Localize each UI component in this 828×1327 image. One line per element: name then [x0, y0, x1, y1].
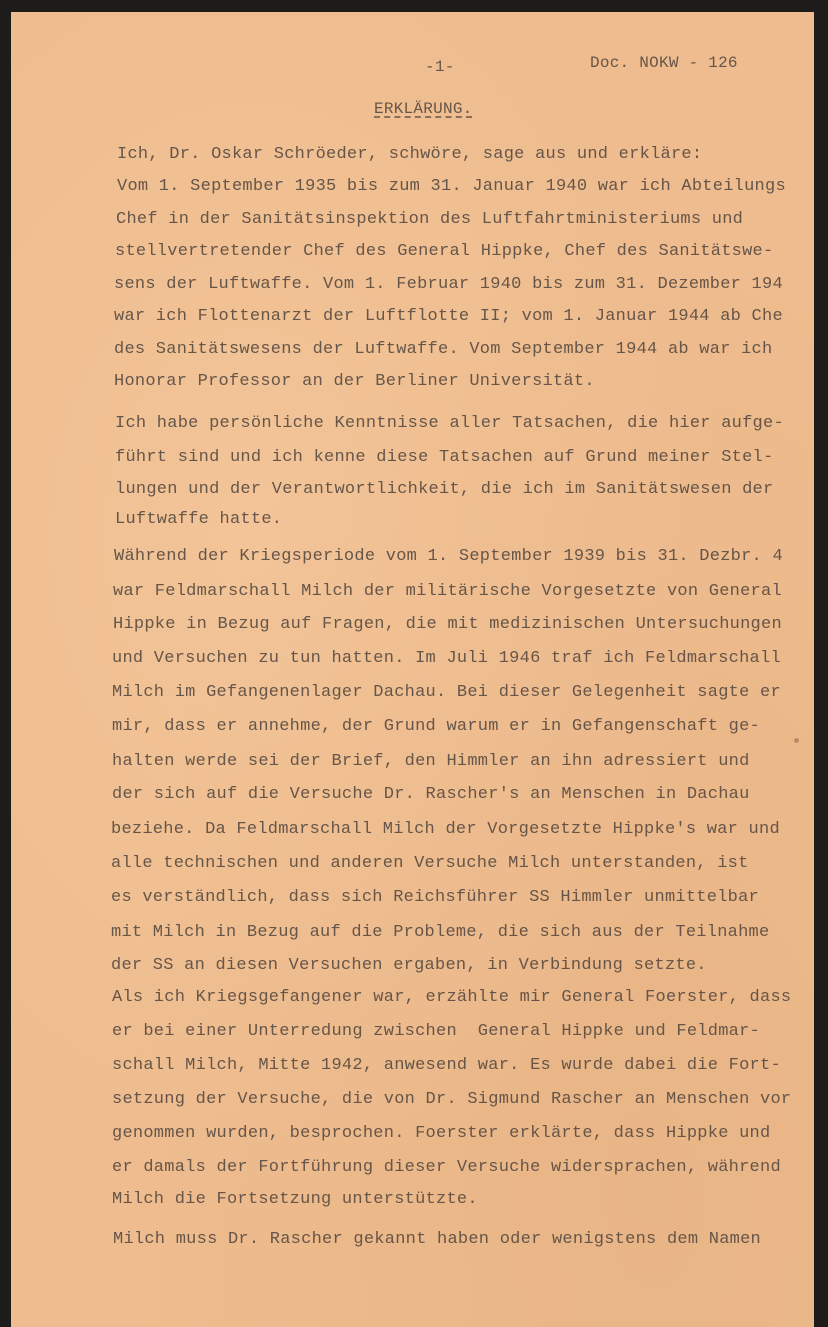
text-line: des Sanitätswesens der Luftwaffe. Vom September 1944 ab war ich — [114, 340, 773, 359]
text-line: Milch muss Dr. Rascher gekannt haben oder wenigstens dem Namen — [113, 1230, 762, 1249]
page-number: -1- — [425, 58, 455, 76]
paper-spot — [794, 738, 799, 743]
text-line: Als ich Kriegsgefangener war, erzählte mir General Foerster, dass — [112, 988, 792, 1007]
text-line: war Feldmarschall Milch der militärische Vorgesetzte von General — [113, 582, 782, 601]
text-line: mit Milch in Bezug auf die Probleme, die sich aus der Teilnahme — [111, 923, 770, 942]
text-line: Vom 1. September 1935 bis zum 31. Januar 1940 war ich Abteilungs — [117, 177, 786, 196]
text-line: es verständlich, dass sich Reichsführer SS Himmler unmittelbar — [111, 888, 760, 907]
text-line: Milch die Fortsetzung unterstützte. — [112, 1190, 478, 1209]
text-line: halten werde sei der Brief, den Himmler an ihn adressiert und — [112, 752, 750, 771]
text-line: er damals der Fortführung dieser Versuche widersprachen, während — [112, 1158, 781, 1177]
text-line: Luftwaffe hatte. — [115, 510, 283, 529]
text-line: er bei einer Unterredung zwischen General Hippke und Feldmar- — [112, 1022, 761, 1041]
text-line: lungen und der Verantwortlichkeit, die ich im Sanitätswesen der — [115, 480, 774, 499]
text-line: Hippke in Bezug auf Fragen, die mit medizinischen Untersuchungen — [113, 615, 782, 634]
text-line: genommen wurden, besprochen. Foerster erklärte, dass Hippke und — [112, 1124, 771, 1143]
text-line: mir, dass er annehme, der Grund warum er in Gefangenschaft ge- — [112, 717, 761, 736]
text-line: war ich Flottenarzt der Luftflotte II; vom 1. Januar 1944 ab Che — [114, 307, 783, 326]
text-line: alle technischen und anderen Versuche Milch unterstanden, ist — [111, 854, 749, 873]
text-line: Ich habe persönliche Kenntnisse aller Tatsachen, die hier aufge- — [115, 414, 784, 433]
text-line: beziehe. Da Feldmarschall Milch der Vorgesetzte Hippke's war und — [111, 820, 780, 839]
text-line: Honorar Professor an der Berliner Universität. — [114, 372, 595, 391]
text-line: und Versuchen zu tun hatten. Im Juli 1946 traf ich Feldmarschall — [112, 649, 781, 668]
text-line: Ich, Dr. Oskar Schröeder, schwöre, sage aus und erkläre: — [117, 145, 703, 164]
document-reference: Doc. NOKW - 126 — [590, 54, 738, 72]
text-line: stellvertretender Chef des General Hippke, Chef des Sanitätswe- — [115, 242, 774, 261]
text-line: schall Milch, Mitte 1942, anwesend war. Es wurde dabei die Fort- — [112, 1056, 781, 1075]
text-line: der SS an diesen Versuchen ergaben, in Verbindung setzte. — [111, 956, 707, 975]
text-line: setzung der Versuche, die von Dr. Sigmund Rascher an Menschen vor — [112, 1090, 792, 1109]
document-title: ERKLÄRUNG. — [374, 100, 473, 118]
text-line: führt sind und ich kenne diese Tatsachen auf Grund meiner Stel- — [115, 448, 774, 467]
text-line: der sich auf die Versuche Dr. Rascher's an Menschen in Dachau — [112, 785, 750, 804]
text-line: Während der Kriegsperiode vom 1. September 1939 bis 31. Dezbr. 4 — [114, 547, 783, 566]
text-line: sens der Luftwaffe. Vom 1. Februar 1940 bis zum 31. Dezember 194 — [114, 275, 783, 294]
text-line: Milch im Gefangenenlager Dachau. Bei dieser Gelegenheit sagte er — [112, 683, 781, 702]
text-line: Chef in der Sanitätsinspektion des Luftfahrtministeriums und — [116, 210, 744, 229]
